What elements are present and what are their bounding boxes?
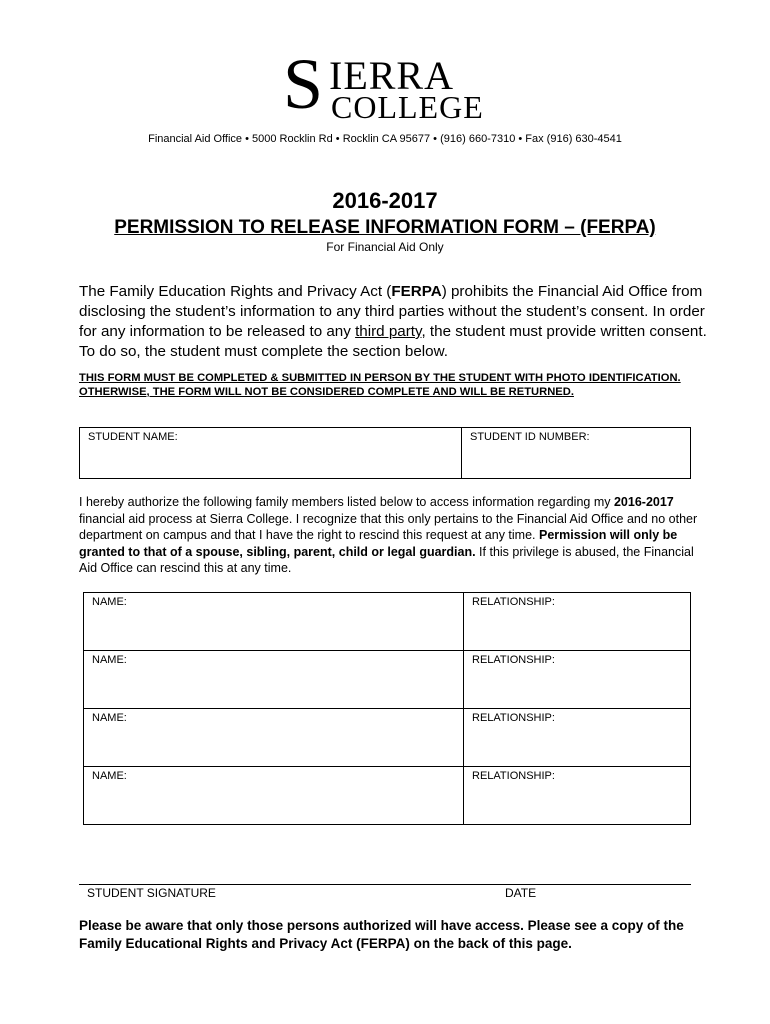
family-name-label: NAME: — [92, 770, 127, 782]
authorize-text-3: If this privilege is abused, the Financial Aid Office can rescind this at any time. — [79, 544, 694, 575]
authorize-text-2: financial aid process at Sierra College. I recognize that this only pertains to the Financial Aid Office and no other department on campus and that I have the right to rescind this request at any time. — [79, 511, 698, 542]
family-members-table — [83, 592, 691, 825]
family-name-label: NAME: — [92, 654, 127, 666]
family-relationship-field[interactable] — [464, 709, 691, 767]
third-party-term: third party — [355, 323, 422, 340]
form-title: PERMISSION TO RELEASE INFORMATION FORM – (FERPA) — [114, 217, 656, 238]
submission-warning: THIS FORM MUST BE COMPLETED & SUBMITTED IN PERSON BY THE STUDENT WITH PHOTO IDENTIFICATION. OTHERWISE, THE FORM WILL NOT BE CONSIDERED COMPLETE AND WILL BE RETURNED. — [79, 372, 681, 398]
family-name-label: NAME: — [92, 712, 127, 724]
student-id-field[interactable] — [462, 428, 691, 479]
family-row — [84, 767, 691, 825]
form-year: 2016-2017 — [332, 188, 438, 213]
authorize-year: 2016-2017 — [613, 495, 674, 509]
family-name-field[interactable] — [84, 593, 464, 651]
sierra-college-logo — [283, 44, 513, 126]
family-relationship-label: RELATIONSHIP: — [472, 770, 555, 782]
student-signature-label: STUDENT SIGNATURE — [87, 886, 216, 900]
authorization-paragraph — [79, 494, 699, 577]
family-row — [84, 651, 691, 709]
access-notice: Please be aware that only those persons authorized will have access. Please see a copy of the Family Educational Rights and Privacy Act (FERPA) on the back of this page. — [79, 918, 684, 951]
family-name-label: NAME: — [92, 596, 127, 608]
family-row — [84, 709, 691, 767]
family-row — [84, 593, 691, 651]
logo-initial: S — [283, 44, 324, 124]
family-relationship-field[interactable] — [464, 593, 691, 651]
logo-word-sierra: IERRA — [329, 53, 454, 98]
intro-text-1: The Family Education Rights and Privacy Act ( — [79, 283, 392, 300]
office-address: Financial Aid Office • 5000 Rocklin Rd • Rocklin CA 95677 • (916) 660-7310 • Fax (916) 630-4541 — [148, 133, 622, 145]
intro-text-3: , the student must provide written consent. To do so, the student must complete the section below. — [79, 323, 707, 360]
form-subtitle: For Financial Aid Only — [326, 240, 444, 254]
family-relationship-field[interactable] — [464, 651, 691, 709]
signature-line[interactable] — [79, 884, 691, 885]
family-name-field[interactable] — [84, 767, 464, 825]
student-name-label: STUDENT NAME: — [88, 431, 178, 443]
authorize-permission-rule: Permission will only be granted to that of a spouse, sibling, parent, child or legal guardian. — [79, 528, 678, 559]
authorize-text-1: I hereby authorize the following family members listed below to access information regarding my — [79, 495, 614, 509]
ferpa-acronym: FERPA — [391, 283, 442, 300]
student-info-table — [79, 427, 691, 479]
family-relationship-label: RELATIONSHIP: — [472, 596, 555, 608]
family-relationship-field[interactable] — [464, 767, 691, 825]
family-relationship-label: RELATIONSHIP: — [472, 712, 555, 724]
family-name-field[interactable] — [84, 709, 464, 767]
intro-text-2: ) prohibits the Financial Aid Office from disclosing the student’s information to any third parties without the student’s consent. In order for any information to be released to any — [79, 283, 705, 340]
family-relationship-label: RELATIONSHIP: — [472, 654, 555, 666]
logo-word-college: COLLEGE — [331, 89, 484, 125]
student-name-field[interactable] — [80, 428, 462, 479]
ferpa-intro-paragraph — [79, 282, 719, 362]
student-id-label: STUDENT ID NUMBER: — [470, 431, 590, 443]
date-label: DATE — [505, 886, 537, 900]
family-name-field[interactable] — [84, 651, 464, 709]
